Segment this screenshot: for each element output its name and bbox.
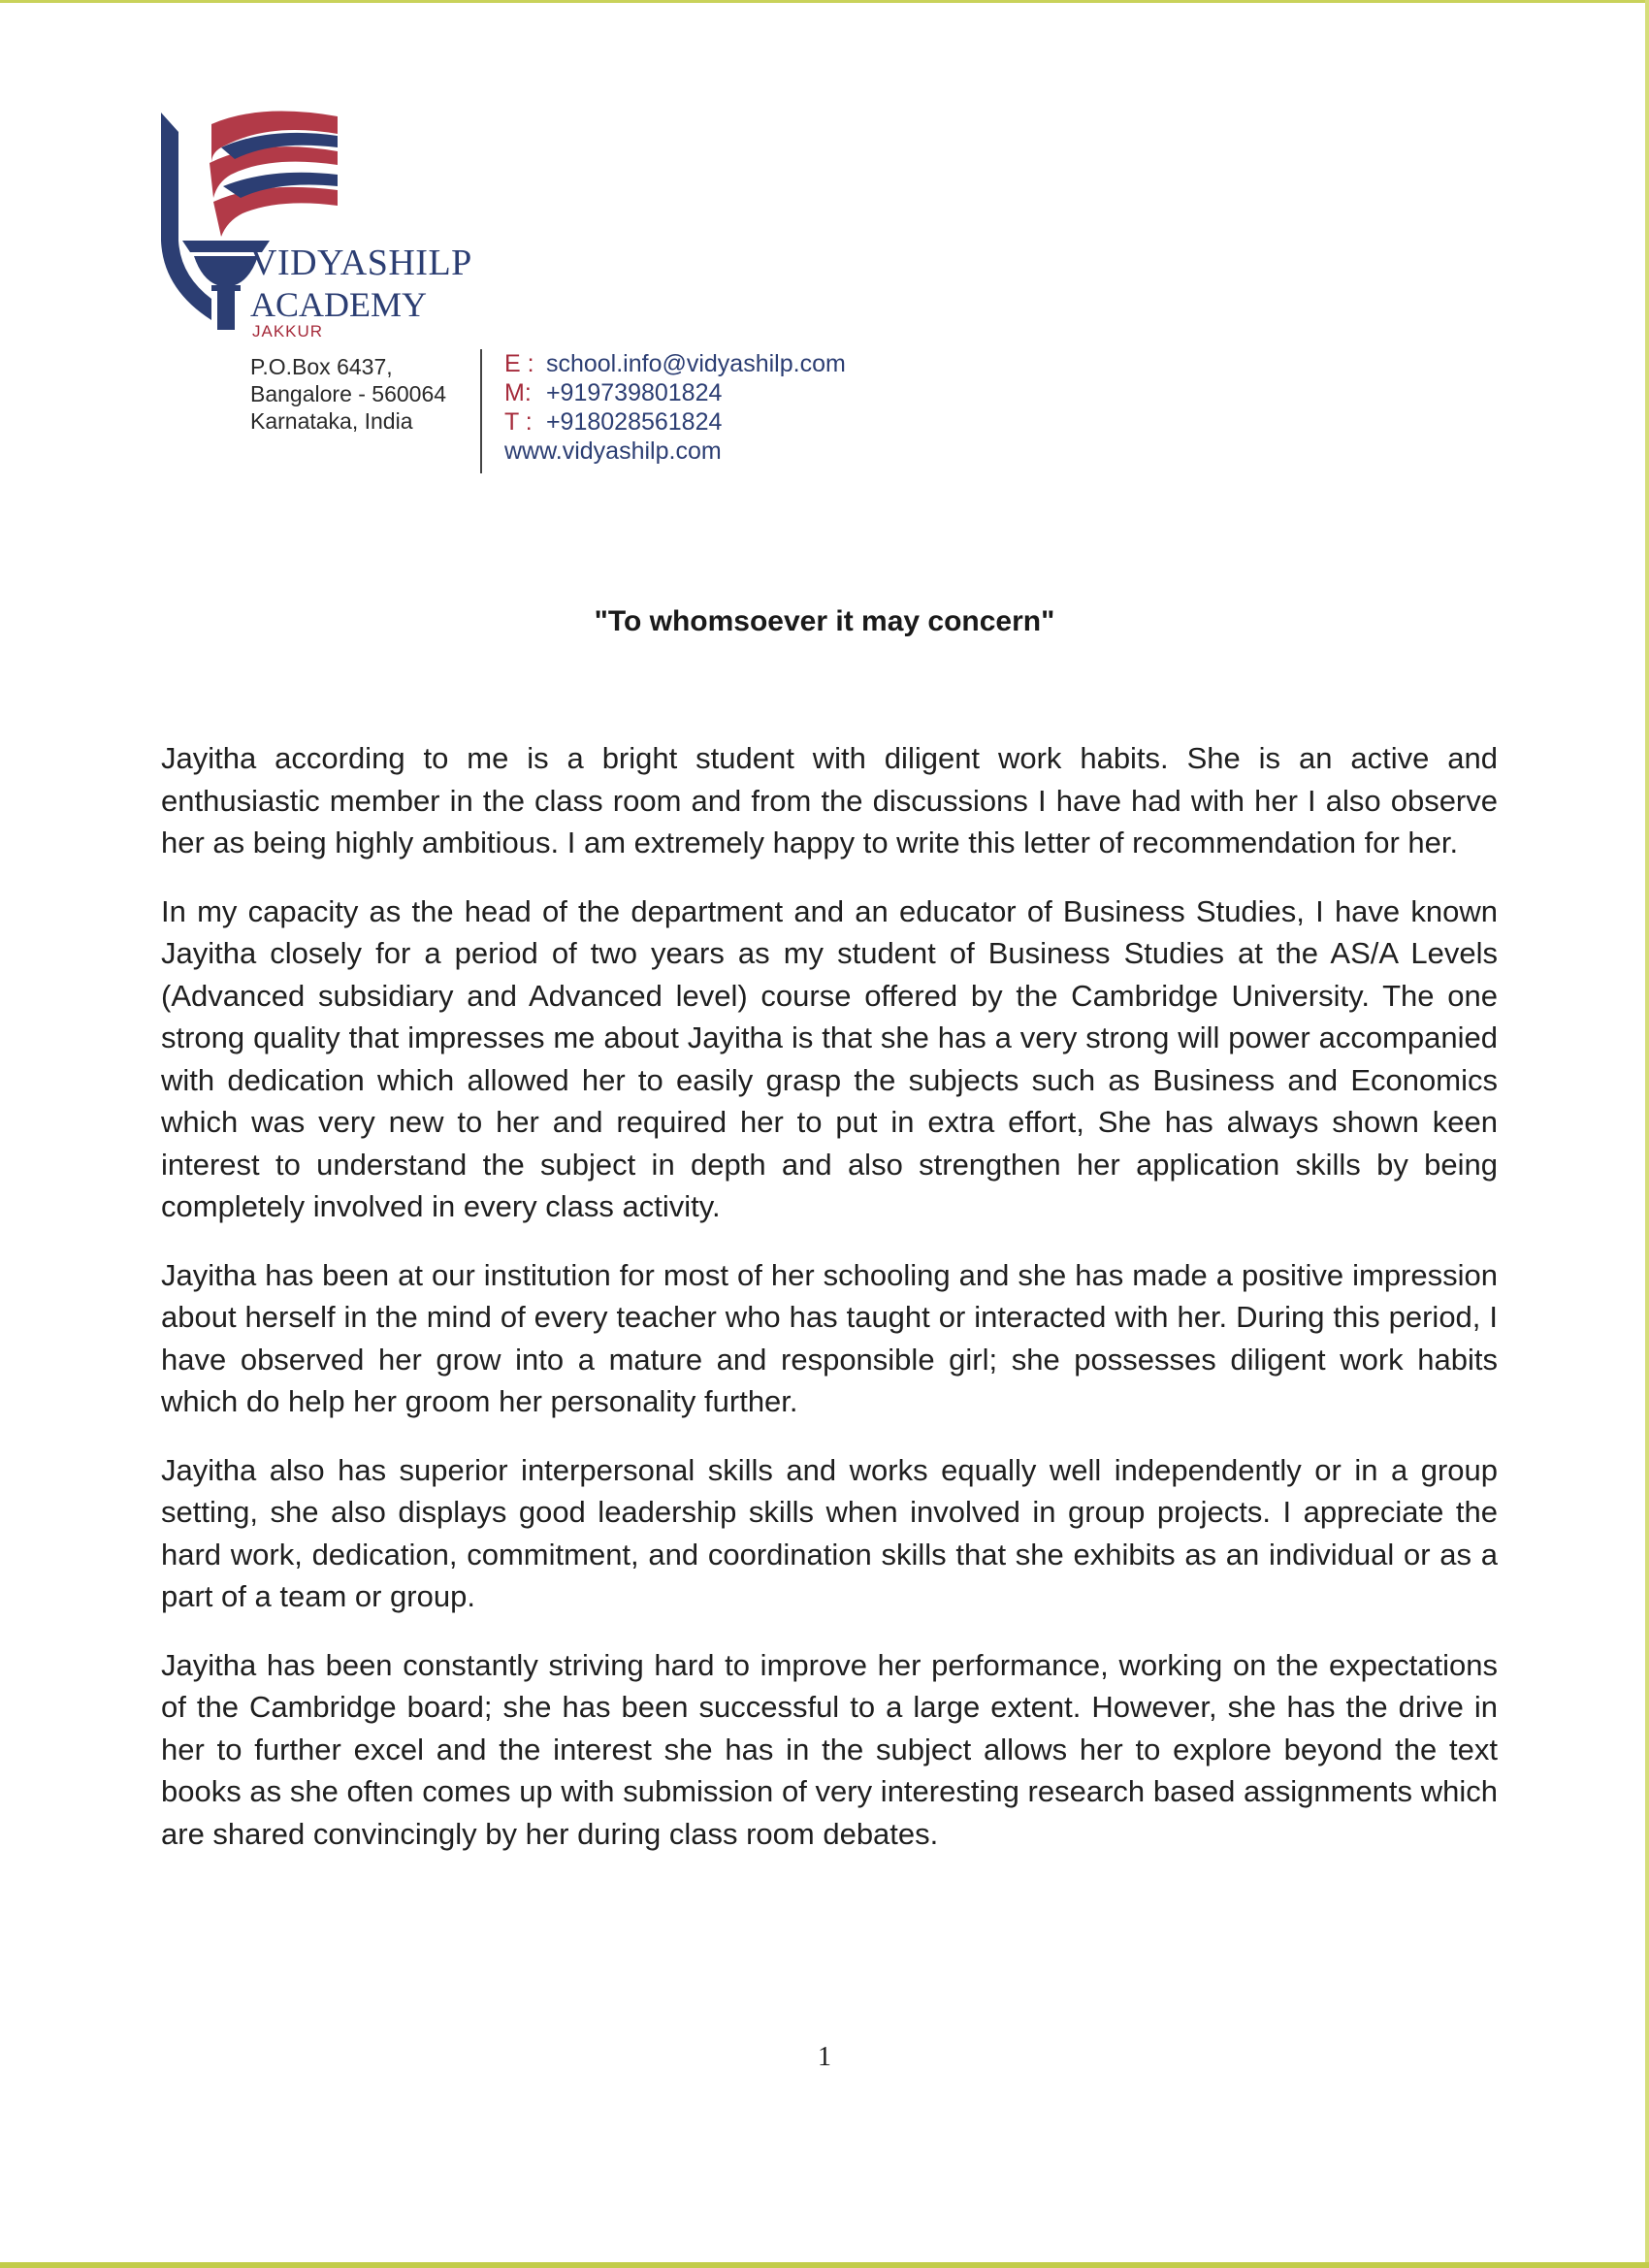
postal-address	[250, 353, 446, 435]
scan-edge-right	[1645, 0, 1649, 2268]
phone-number: +918028561824	[545, 408, 723, 436]
paragraph: Jayitha has been at our institution for most of her schooling and she has made a positive impression about herself in the mind of every teacher who has taught or interacted with her. During this period, I have observed her grow into a mature and responsible girl; she possesses diligent work habits which do help her groom her personality further.	[161, 1257, 1498, 1418]
paragraph: Jayitha also has superior interpersonal skills and works equally well independently or in a group setting, she also displays good leadership skills when involved in group projects. I appreciate the hard work, dedication, commitment, and coordination skills that she exhibits as an individual or as a part of a team or group.	[161, 1452, 1498, 1613]
page-number: 1	[818, 2042, 831, 2072]
email-link[interactable]: school.info@vidyashilp.com	[545, 350, 846, 377]
address-line: Bangalore - 560064	[250, 381, 447, 406]
paragraph: In my capacity as the head of the department and an educator of Business Studies, I have known Jayitha closely for a period of two years as my student of Business Studies at the AS/A Levels (Advanced subsidiary and Advanced level) course offered by the Cambridge University. The one strong quality that impresses me about Jayitha is that she has a very strong will power accompanied with dedication which allowed her to easily grasp the subjects such as Business and Economics which was very new to her and required her to put in extra effort, She has always shown keen interest to understand the subject in depth and also strengthen her application skills by being completely involved in every class activity.	[161, 893, 1498, 1223]
phone-row	[504, 407, 846, 437]
email-row	[504, 349, 846, 378]
letter-body	[161, 737, 1498, 1881]
contact-block	[504, 349, 846, 466]
phone-label: T :	[504, 408, 533, 436]
mobile-row	[504, 378, 846, 407]
paragraph: Jayitha according to me is a bright student with diligent work habits. She is an active and enthusiastic member in the class room and from the discussions I have had with her I also observe her as being highly ambitious. I am extremely happy to write this letter of recommendation for her.	[161, 741, 1498, 859]
school-location: JAKKUR	[252, 322, 324, 340]
address-line: P.O.Box 6437,	[250, 354, 393, 379]
letter-heading: "To whomsoever it may concern"	[594, 605, 1055, 637]
website-link[interactable]: www.vidyashilp.com	[504, 437, 722, 465]
paragraph: Jayitha has been constantly striving hard to improve her performance, working on the expectations of the Cambridge board; she has been successful to a large extent. However, she has the drive in her to further excel and the interest she has in the subject allows her to explore beyond the text books as she often comes up with submission of very interesting research based assignments which are shared convincingly by her during class room debates.	[161, 1647, 1498, 1851]
school-name: VIDYASHILP	[250, 243, 472, 283]
email-label: E :	[504, 350, 534, 377]
mobile-label: M:	[504, 379, 532, 406]
scan-edge-top	[0, 0, 1649, 3]
mobile-number: +919739801824	[545, 379, 723, 406]
scan-edge-bottom	[0, 2262, 1649, 2268]
school-subtitle: ACADEMY	[250, 285, 428, 324]
address-line: Karnataka, India	[250, 408, 413, 434]
letterhead-divider	[480, 349, 482, 473]
